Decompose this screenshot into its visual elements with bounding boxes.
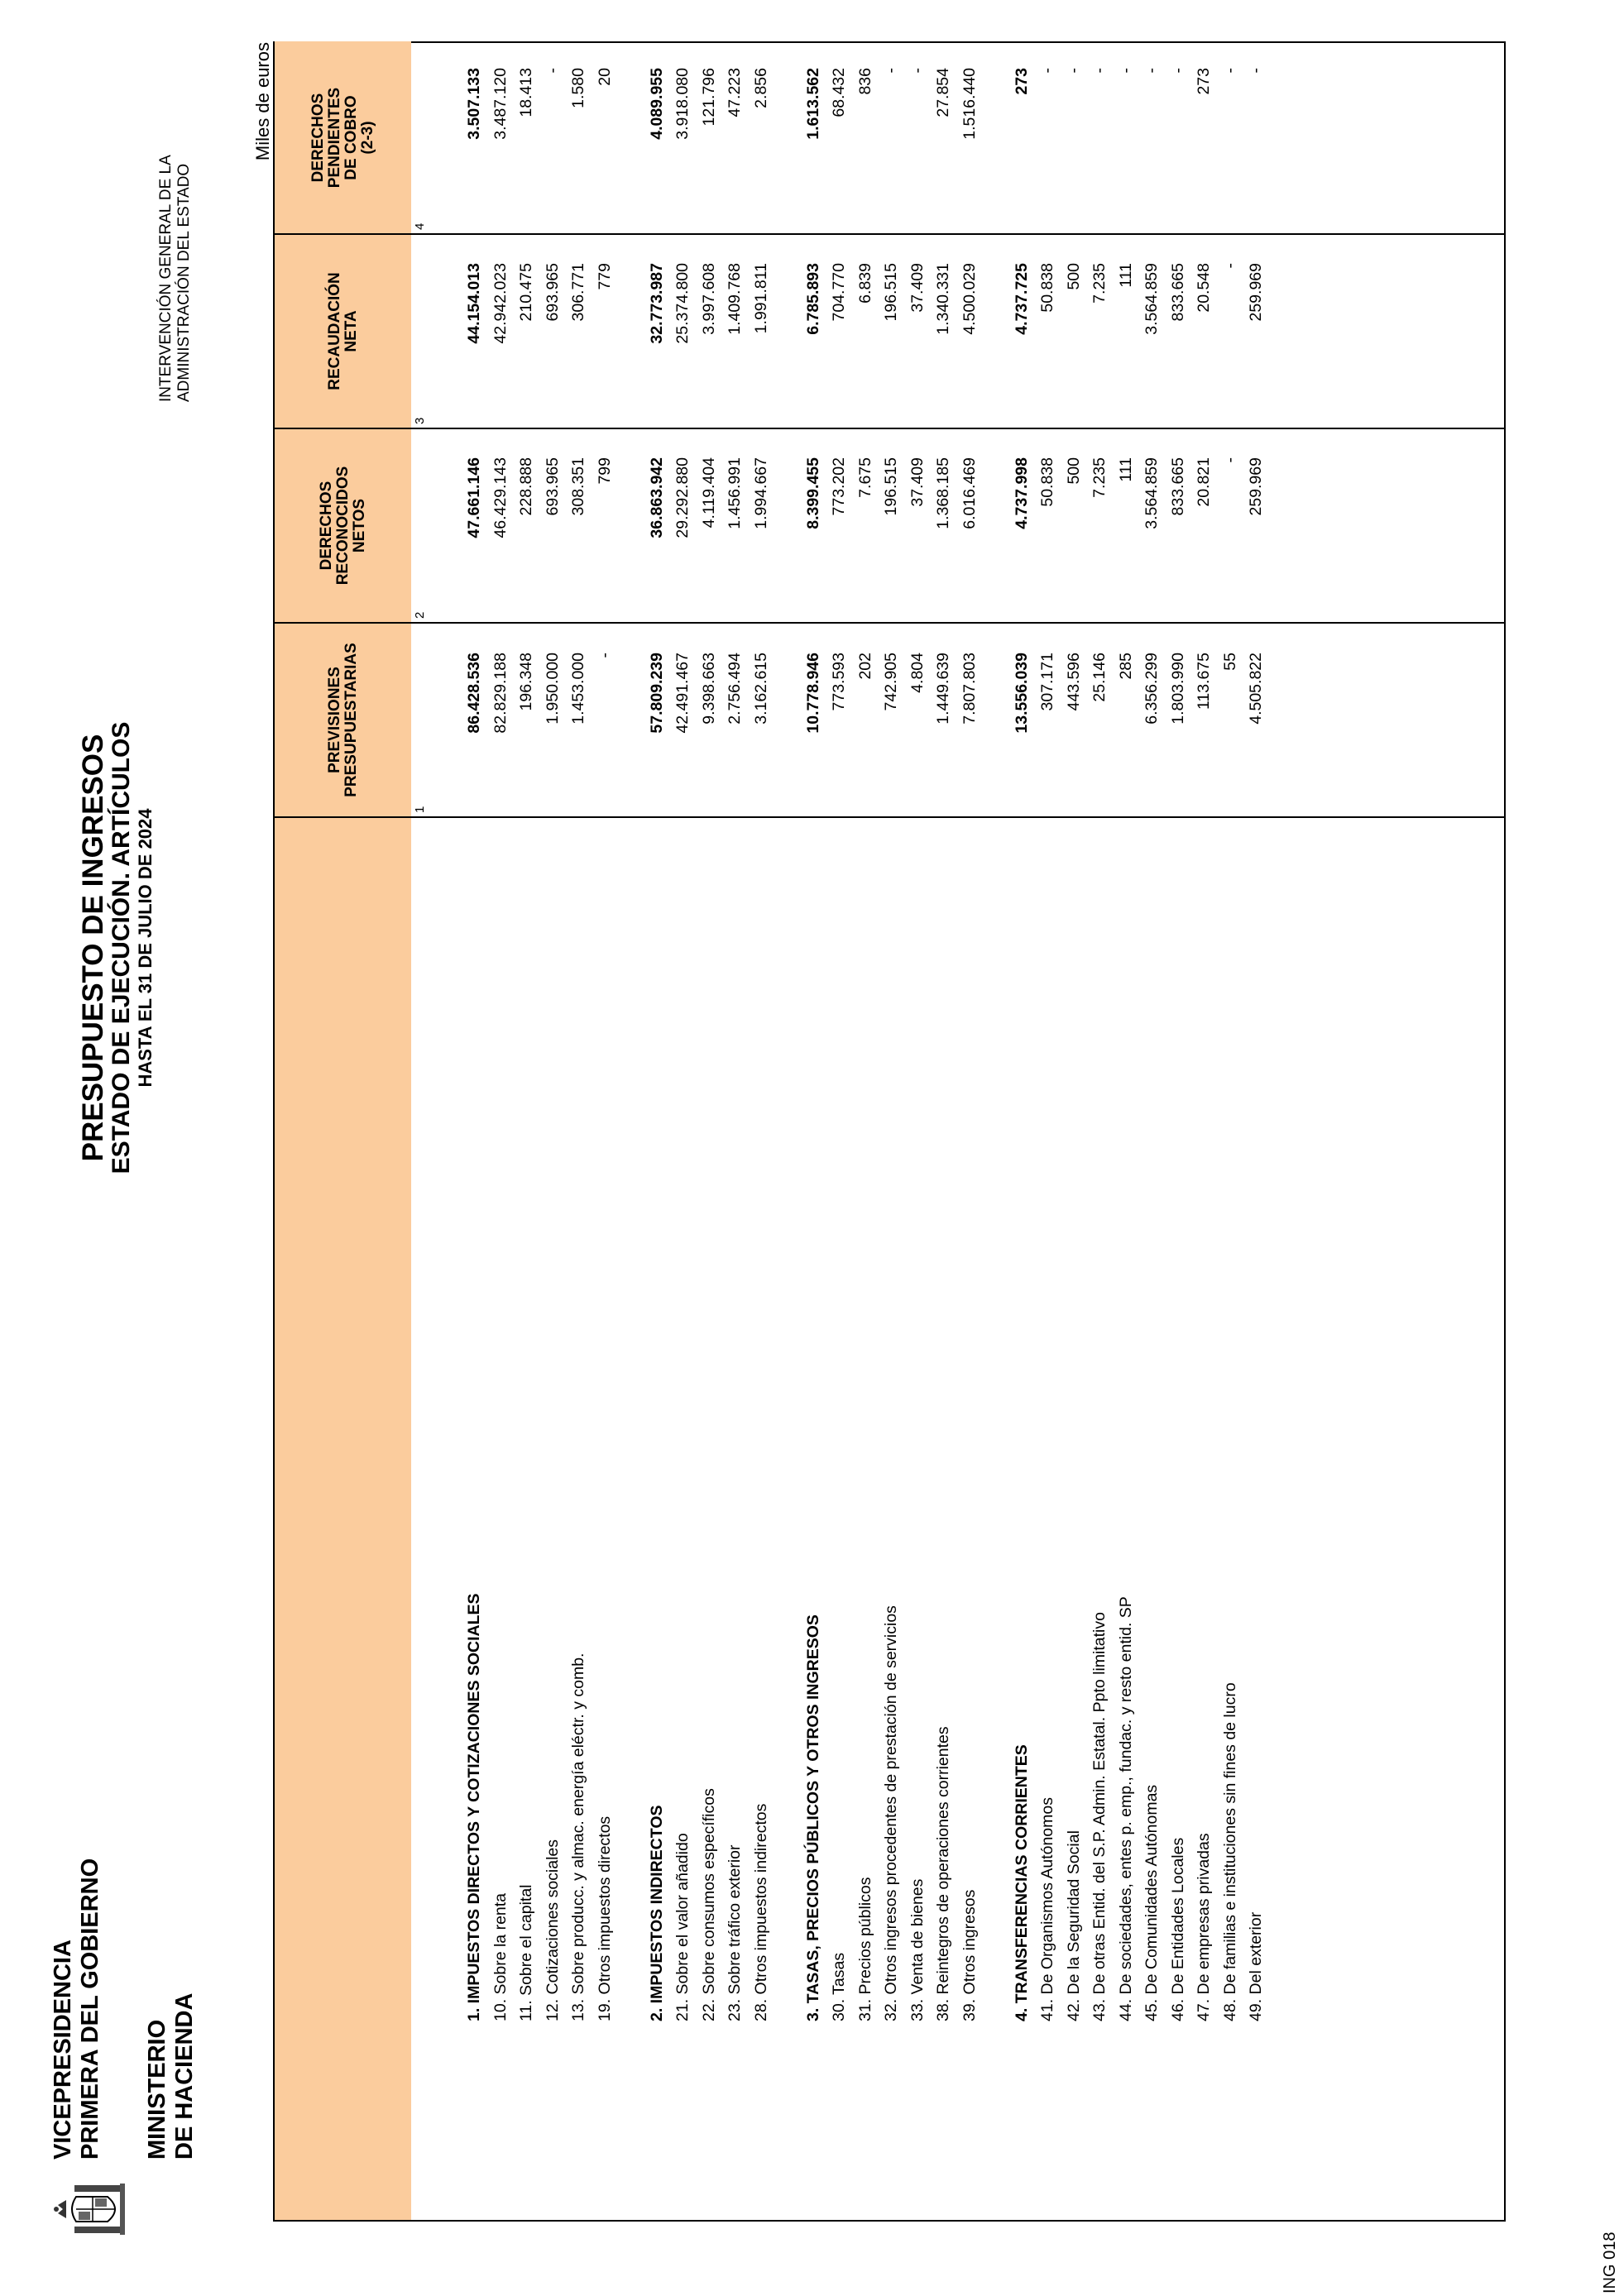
- row-value-col-2: 1.456.991: [726, 457, 744, 529]
- table-row: [1192, 43, 1215, 2220]
- col-number-2: 2: [413, 611, 427, 619]
- row-value-col-1: 1.950.000: [543, 653, 562, 725]
- row-value-col-3: 50.838: [1038, 263, 1056, 313]
- row-label: 38. Reintegros de operaciones corrientes: [934, 1726, 952, 2021]
- row-value-col-2: 20.821: [1195, 457, 1213, 507]
- table-row: [567, 43, 590, 2220]
- row-value-col-4: 836: [855, 68, 874, 95]
- row-value-col-2: 500: [1064, 457, 1083, 485]
- row-value-col-4: 121.796: [699, 68, 718, 127]
- row-value-col-3: 704.770: [830, 263, 848, 322]
- row-value-col-4: 273: [1012, 68, 1031, 95]
- section-row: [645, 43, 668, 2220]
- header-col-4-label: DERECHOS PENDIENTES DE COBRO (2-3): [309, 87, 376, 189]
- row-value-col-2: 799: [595, 457, 614, 485]
- table-row: [906, 43, 929, 2220]
- row-value-col-2: 1.368.185: [934, 457, 952, 529]
- row-label: 1. IMPUESTOS DIRECTOS Y COTIZACIONES SOCIALES: [465, 1593, 483, 2021]
- row-value-col-3: 210.475: [517, 263, 535, 322]
- vicepresidencia-line2: PRIMERA DEL GOBIERNO: [77, 1858, 103, 2160]
- row-value-col-3: 196.515: [882, 263, 900, 322]
- row-label: 13. Sobre producc. y almac. energía eléctr. y comb.: [569, 1653, 587, 2021]
- row-value-col-2: 4.119.404: [699, 457, 718, 529]
- header-col-2-label: DERECHOS RECONOCIDOS NETOS: [317, 466, 368, 586]
- row-label: 4. TRANSFERENCIAS CORRIENTES: [1012, 1744, 1031, 2021]
- header-col-2: [275, 428, 411, 623]
- row-value-col-1: 57.809.239: [647, 653, 666, 734]
- col-number-1: 1: [413, 806, 427, 813]
- row-value-col-1: -: [595, 653, 614, 658]
- table-row: [879, 43, 903, 2220]
- row-value-col-1: 4.505.822: [1247, 653, 1265, 725]
- row-value-col-4: -: [908, 68, 927, 74]
- row-value-col-3: 1.409.768: [726, 263, 744, 335]
- row-value-col-3: 693.965: [543, 263, 562, 322]
- row-value-col-1: 82.829.188: [491, 653, 510, 734]
- row-value-col-1: 285: [1116, 653, 1135, 680]
- row-value-col-1: 773.593: [830, 653, 848, 711]
- row-value-col-2: 50.838: [1038, 457, 1056, 507]
- row-value-col-4: 27.854: [934, 68, 952, 117]
- intervention-line2: ADMINISTRACIÓN DEL ESTADO: [175, 163, 193, 402]
- ministerio-line1: MINISTERIO: [144, 2019, 170, 2160]
- row-value-col-2: 8.399.455: [803, 457, 822, 529]
- header-blank-cell: [275, 817, 411, 2220]
- row-value-col-1: 4.804: [908, 653, 927, 693]
- table-row: [593, 43, 616, 2220]
- units-label: Miles de euros: [252, 42, 273, 161]
- row-label: 10. Sobre la renta: [491, 1892, 510, 2021]
- row-value-col-3: 7.235: [1090, 263, 1109, 304]
- row-value-col-1: 742.905: [882, 653, 900, 711]
- row-label: 21. Sobre el valor añadido: [673, 1833, 692, 2021]
- row-value-col-4: 68.432: [830, 68, 848, 117]
- table-row: [958, 43, 981, 2220]
- row-value-col-3: 20.548: [1195, 263, 1213, 313]
- row-value-col-2: 37.409: [908, 457, 927, 507]
- row-value-col-3: 3.564.859: [1143, 263, 1161, 335]
- row-value-col-1: 196.348: [517, 653, 535, 711]
- row-value-col-4: -: [882, 68, 900, 74]
- row-value-col-2: 36.863.942: [647, 457, 666, 538]
- row-value-col-4: 20: [595, 68, 614, 86]
- row-value-col-3: 4.500.029: [960, 263, 979, 335]
- row-value-col-1: 1.803.990: [1168, 653, 1187, 725]
- section-row: [1010, 43, 1033, 2220]
- table-row: [671, 43, 694, 2220]
- row-value-col-4: -: [1168, 68, 1187, 74]
- table-row: [932, 43, 955, 2220]
- row-value-col-4: -: [1220, 68, 1239, 74]
- spacer-row: [619, 43, 642, 2220]
- row-value-col-2: 308.351: [569, 457, 587, 516]
- row-value-col-4: 1.580: [569, 68, 587, 108]
- table-row: [1244, 43, 1267, 2220]
- row-value-col-2: 29.292.880: [673, 457, 692, 538]
- row-value-col-1: 307.171: [1038, 653, 1056, 711]
- table-row: [854, 43, 877, 2220]
- row-label: 45. De Comunidades Autónomas: [1143, 1784, 1161, 2021]
- row-value-col-1: 42.491.467: [673, 653, 692, 734]
- table-row: [1088, 43, 1111, 2220]
- row-value-col-1: 7.807.803: [960, 653, 979, 725]
- row-label: 46. De Entidades Locales: [1168, 1837, 1187, 2021]
- row-value-col-2: -: [1220, 457, 1239, 463]
- row-value-col-1: 3.162.615: [751, 653, 770, 725]
- page-subtitle: ESTADO DE EJECUCIÓN. ARTÍCULOS: [108, 721, 135, 1174]
- row-label: 3. TASAS, PRECIOS PÚBLICOS Y OTROS INGRESOS: [803, 1614, 822, 2021]
- section-row: [462, 43, 486, 2220]
- row-value-col-1: 443.596: [1064, 653, 1083, 711]
- row-value-col-4: 18.413: [517, 68, 535, 117]
- table-row: [1167, 43, 1190, 2220]
- vicepresidencia-line1: VICEPRESIDENCIA: [50, 1940, 76, 2160]
- intervention-block: [157, 71, 194, 402]
- budget-table: [273, 41, 1506, 2222]
- row-value-col-3: 4.737.725: [1012, 263, 1031, 335]
- row-value-col-2: 3.564.859: [1143, 457, 1161, 529]
- row-value-col-1: 9.398.663: [699, 653, 718, 725]
- row-value-col-2: 833.665: [1168, 457, 1187, 516]
- date-line: HASTA EL 31 DE JULIO DE 2024: [135, 808, 156, 1088]
- row-value-col-1: 86.428.536: [465, 653, 483, 734]
- row-value-col-1: 2.756.494: [726, 653, 744, 725]
- table-row: [489, 43, 512, 2220]
- row-value-col-1: 13.556.039: [1012, 653, 1031, 734]
- row-value-col-4: 1.516.440: [960, 68, 979, 140]
- coat-of-arms-icon: [50, 2180, 132, 2238]
- row-value-col-1: 6.356.299: [1143, 653, 1161, 725]
- row-value-col-3: 42.942.023: [491, 263, 510, 344]
- row-value-col-2: 111: [1116, 457, 1135, 482]
- table-row: [515, 43, 538, 2220]
- row-value-col-4: -: [1090, 68, 1109, 74]
- row-value-col-4: -: [1143, 68, 1161, 74]
- row-label: 30. Tasas: [830, 1952, 848, 2021]
- row-value-col-4: -: [1038, 68, 1056, 74]
- spacer-row: [775, 43, 798, 2220]
- row-label: 32. Otros ingresos procedentes de prestación de servicios: [882, 1605, 900, 2021]
- col-number-4: 4: [413, 222, 427, 230]
- row-value-col-3: 37.409: [908, 263, 927, 313]
- row-label: 44. De sociedades, entes p. emp., fundac. y resto entid. SP: [1116, 1596, 1135, 2021]
- header-col-1-label: PREVISIONES PRESUPUESTARIAS: [325, 643, 360, 797]
- row-value-col-3: 306.771: [569, 263, 587, 322]
- row-value-col-4: -: [1116, 68, 1135, 74]
- intervention-line1: INTERVENCIÓN GENERAL DE LA: [157, 155, 175, 402]
- row-label: 39. Otros ingresos: [960, 1889, 979, 2021]
- row-label: 43. De otras Entid. del S.P. Admin. Estatal. Ppto limitativo: [1090, 1612, 1109, 2021]
- row-value-col-3: 1.991.811: [751, 263, 770, 334]
- row-value-col-4: 47.223: [726, 68, 744, 117]
- row-value-col-2: 4.737.998: [1012, 457, 1031, 529]
- row-value-col-3: 111: [1116, 263, 1135, 288]
- table-row: [750, 43, 773, 2220]
- row-value-col-3: 6.839: [855, 263, 874, 304]
- row-value-col-3: 779: [595, 263, 614, 290]
- row-value-col-4: 3.507.133: [465, 68, 483, 140]
- row-value-col-1: 202: [855, 653, 874, 680]
- row-value-col-2: 6.016.469: [960, 457, 979, 529]
- row-label: 47. De empresas privadas: [1195, 1833, 1213, 2021]
- row-value-col-1: 113.675: [1195, 653, 1213, 710]
- row-value-col-1: 25.146: [1090, 653, 1109, 702]
- table-row: [541, 43, 564, 2220]
- row-label: 22. Sobre consumos específicos: [699, 1788, 718, 2021]
- table-row: [1219, 43, 1242, 2220]
- header-col-1: [275, 623, 411, 817]
- ministry-block: [50, 1746, 199, 2160]
- row-value-col-2: 259.969: [1247, 457, 1265, 516]
- row-label: 42. De la Seguridad Social: [1064, 1830, 1083, 2021]
- row-value-col-2: 47.661.146: [465, 457, 483, 538]
- row-label: 12. Cotizaciones sociales: [543, 1839, 562, 2021]
- row-label: 48. De familias e instituciones sin fines de lucro: [1220, 1682, 1239, 2021]
- row-value-col-3: 25.374.800: [673, 263, 692, 344]
- row-value-col-1: 55: [1220, 653, 1239, 671]
- row-value-col-2: 196.515: [882, 457, 900, 516]
- row-value-col-3: 1.340.331: [934, 263, 952, 335]
- row-value-col-4: -: [1064, 68, 1083, 74]
- row-value-col-4: 3.487.120: [491, 68, 510, 140]
- row-value-col-3: 833.665: [1168, 263, 1187, 322]
- row-value-col-4: -: [1247, 68, 1265, 74]
- row-value-col-3: 6.785.893: [803, 263, 822, 335]
- table-row: [1036, 43, 1059, 2220]
- ministerio-line2: DE HACIENDA: [171, 1992, 198, 2160]
- table-row: [1140, 43, 1163, 2220]
- page-title: PRESUPUESTO DE INGRESOS: [77, 734, 109, 1162]
- header-col-3: [275, 234, 411, 428]
- table-row: [1062, 43, 1085, 2220]
- row-value-col-3: 44.154.013: [465, 263, 483, 344]
- row-label: 31. Precios públicos: [855, 1877, 874, 2021]
- row-value-col-2: 46.429.143: [491, 457, 510, 538]
- row-value-col-2: 7.235: [1090, 457, 1109, 498]
- row-value-col-3: -: [1220, 263, 1239, 269]
- spacer-row: [984, 43, 1007, 2220]
- row-value-col-1: 1.453.000: [569, 653, 587, 725]
- row-value-col-2: 693.965: [543, 457, 562, 516]
- row-label: 11. Sobre el capital: [517, 1884, 535, 2021]
- row-value-col-4: 3.918.080: [673, 68, 692, 140]
- row-value-col-1: 10.778.946: [803, 653, 822, 734]
- header-col-4: [275, 41, 411, 234]
- row-value-col-4: 273: [1195, 68, 1213, 95]
- section-row: [802, 43, 825, 2220]
- table-row: [723, 43, 746, 2220]
- table-header: [275, 43, 411, 2220]
- row-value-col-4: 2.856: [751, 68, 770, 108]
- table-row: [827, 43, 850, 2220]
- row-value-col-1: 1.449.639: [934, 653, 952, 725]
- doc-code: ING 018: [1601, 2231, 1619, 2294]
- row-label: 41. De Organismos Autónomos: [1038, 1797, 1056, 2021]
- row-value-col-4: -: [543, 68, 562, 74]
- row-value-col-3: 259.969: [1247, 263, 1265, 322]
- col-number-3: 3: [413, 417, 427, 424]
- row-value-col-2: 773.202: [830, 457, 848, 516]
- table-row: [697, 43, 721, 2220]
- table-row: [1114, 43, 1138, 2220]
- row-label: 28. Otros impuestos indirectos: [751, 1803, 770, 2021]
- row-label: 19. Otros impuestos directos: [595, 1815, 614, 2021]
- header-col-3-label: RECAUDACIÓN NETA: [325, 272, 360, 390]
- title-block: [79, 493, 156, 1403]
- row-value-col-2: 1.994.667: [751, 457, 770, 529]
- row-label: 23. Sobre tráfico exterior: [726, 1844, 744, 2021]
- row-value-col-4: 4.089.955: [647, 68, 666, 140]
- row-value-col-3: 3.997.608: [699, 263, 718, 335]
- row-value-col-4: 1.613.562: [803, 68, 822, 140]
- row-value-col-3: 32.773.987: [647, 263, 666, 344]
- row-label: 49. Del exterior: [1247, 1911, 1265, 2021]
- row-label: 2. IMPUESTOS INDIRECTOS: [647, 1805, 666, 2021]
- row-value-col-3: 500: [1064, 263, 1083, 290]
- row-value-col-2: 7.675: [855, 457, 874, 498]
- row-value-col-2: 228.888: [517, 457, 535, 516]
- row-label: 33. Venta de bienes: [908, 1878, 927, 2021]
